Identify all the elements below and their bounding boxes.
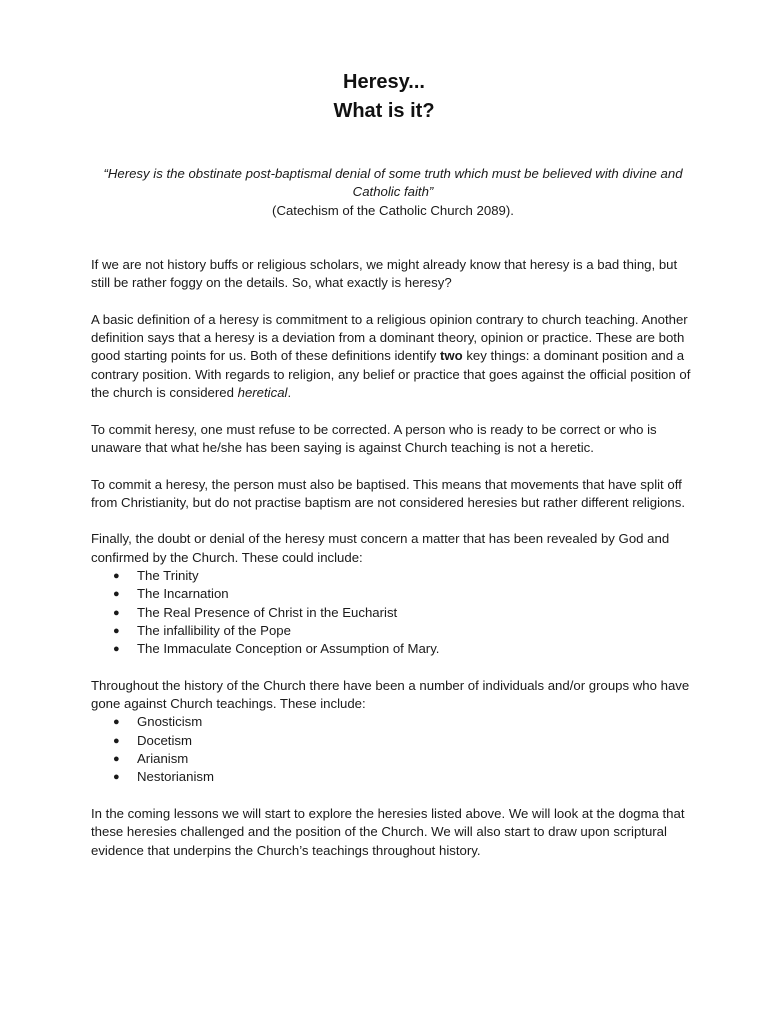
list-item-text: The Incarnation xyxy=(137,586,229,602)
paragraph-closing: In the coming lessons we will start to explore the heresies listed above. We will look at the dogma that these heresies challenged and the position of the Church. We will also start to draw upon scriptural evidence that underpins the Church’s teachings throughout history. xyxy=(91,805,685,858)
doctrine-list xyxy=(91,567,699,658)
list-item-text: Gnosticism xyxy=(137,714,203,730)
bullet-icon: ● xyxy=(113,643,120,656)
bullet-icon: ● xyxy=(113,570,120,583)
list-item xyxy=(91,622,699,640)
quote-citation: (Catechism of the Catholic Church 2089). xyxy=(272,202,514,218)
bullet-icon: ● xyxy=(113,753,120,766)
title-line-2: What is it? xyxy=(333,100,435,122)
bullet-icon: ● xyxy=(113,624,120,637)
paragraph-definition xyxy=(91,311,699,402)
list-item xyxy=(91,732,699,750)
list-item xyxy=(91,585,699,603)
definition-text-c: . xyxy=(287,385,292,401)
list-item-text: The Real Presence of Christ in the Eucharist xyxy=(137,604,398,620)
bullet-icon: ● xyxy=(113,734,120,747)
bullet-icon: ● xyxy=(113,716,120,729)
bullet-icon: ● xyxy=(113,771,120,784)
bullet-icon: ● xyxy=(113,588,120,601)
list-item-text: Docetism xyxy=(137,732,192,748)
list-item-text: Nestorianism xyxy=(137,769,214,785)
paragraph-baptism: To commit a heresy, the person must also be baptised. This means that movements that have split off from Christianity, but do not practise baptism are not considered heresies but rather different religions. xyxy=(91,476,685,510)
body-text xyxy=(91,256,699,878)
list-item xyxy=(91,604,699,622)
list-item-text: The Immaculate Conception or Assumption of Mary. xyxy=(137,641,440,657)
heresy-list xyxy=(91,713,699,786)
list-item xyxy=(91,713,699,731)
title-line-1: Heresy... xyxy=(343,71,425,93)
paragraph-correction: To commit heresy, one must refuse to be corrected. A person who is ready to be correct or who is unaware that what he/she has been saying is against Church teaching is not a heretic. xyxy=(91,421,657,455)
list-item xyxy=(91,750,699,768)
list-item xyxy=(91,640,699,658)
bullet-icon: ● xyxy=(113,606,120,619)
definition-bold-word: two xyxy=(439,348,463,364)
quote-text: “Heresy is the obstinate post-baptismal denial of some truth which must be believed with divine and Catholic faith” xyxy=(103,166,683,200)
paragraph-intro: If we are not history buffs or religious scholars, we might already know that heresy is a bad thing, but still be rather foggy on the details. So, what exactly is heresy? xyxy=(91,257,678,291)
paragraph-doctrine: Finally, the doubt or denial of the heresy must concern a matter that has been revealed by God and confirmed by the Church. These could include: xyxy=(91,531,670,565)
list-item-text: The infallibility of the Pope xyxy=(137,622,291,638)
definition-italic-word: heretical xyxy=(237,385,288,401)
list-item xyxy=(91,768,699,786)
list-item-text: Arianism xyxy=(137,751,189,767)
page-title xyxy=(0,68,768,126)
definition-text-b: key things: a dominant position and a contrary position. With regards to religion, any belief or practice that goes against the official position of the church is considered xyxy=(91,348,691,401)
list-item xyxy=(91,567,699,585)
definition-text-a: A basic definition of a heresy is commitment to a religious opinion contrary to church teaching. Another definition says that a heresy is a deviation from a dominant theory, opinion or practice. These are both good starting points for us. Both of these definitions identify xyxy=(91,311,688,364)
quote-block xyxy=(84,165,702,220)
list-item-text: The Trinity xyxy=(137,568,199,584)
paragraph-history: Throughout the history of the Church there have been a number of individuals and/or groups who have gone against Church teachings. These include: xyxy=(91,677,690,712)
